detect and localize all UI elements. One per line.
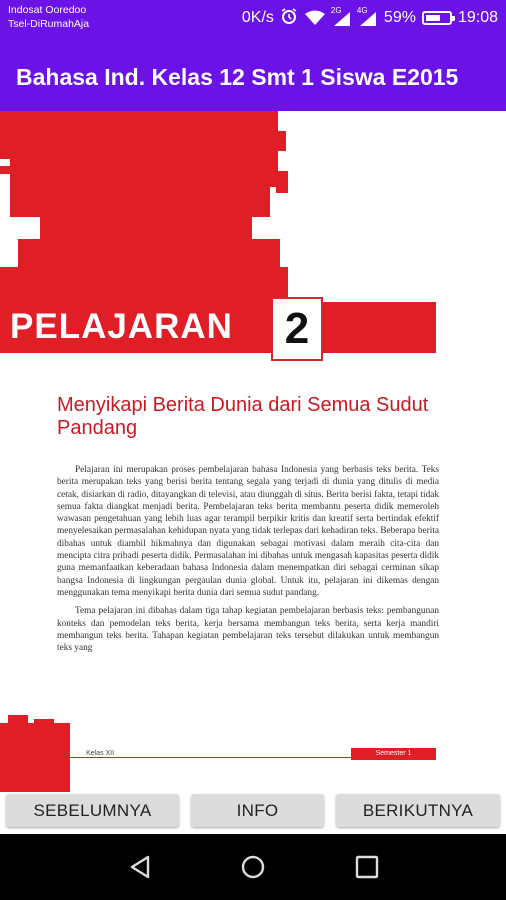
recents-icon[interactable] [354, 854, 380, 880]
status-icons [242, 7, 498, 29]
chapter-body [57, 464, 439, 660]
chapter-title: Menyikapi Berita Dunia dari Semua Sudut Pandang [57, 394, 429, 439]
navigation-buttons [0, 792, 506, 834]
footer-class: Kelas XII [86, 750, 115, 757]
signal-1-label: 2G [330, 6, 342, 15]
app-title: Bahasa Ind. Kelas 12 Smt 1 Siswa E2015 [16, 64, 459, 90]
lesson-number: 2 [284, 304, 310, 353]
wifi-icon [304, 10, 326, 26]
lesson-number-box [271, 297, 323, 361]
info-button[interactable]: INFO [191, 794, 324, 827]
system-nav-bar [0, 834, 506, 900]
paragraph: Tema pelajaran ini dibahas dalam tiga tahap kegiatan pembelajaran berbasis teks: pembangunan konteks dan pemodelan teks berita, kerja bersama membangun teks berita, serta kerja mandiri membangun teks berita. Tahapan kegiatan pembelajaran teks tersebut dilakukan untuk membangun teks yang [57, 606, 439, 654]
document-page[interactable] [0, 111, 506, 792]
carrier-1: Indosat Ooredoo [8, 4, 87, 16]
lesson-word: PELAJARAN [10, 307, 233, 346]
next-button[interactable]: BERIKUTNYA [336, 794, 500, 827]
battery-icon [422, 11, 452, 25]
alarm-icon [280, 7, 298, 30]
signal-2-label: 4G [356, 6, 368, 15]
clock: 19:08 [457, 9, 498, 26]
network-speed: 0K/s [241, 9, 274, 26]
signal-icon [356, 6, 378, 26]
back-icon[interactable] [128, 854, 154, 880]
carrier-info [8, 3, 89, 31]
status-bar [0, 0, 506, 36]
battery-percent: 59% [383, 9, 416, 26]
app-bar [0, 36, 506, 111]
signal-icon [330, 6, 352, 26]
carrier-2: Tsel-DiRumahAja [8, 18, 90, 30]
home-icon[interactable] [240, 854, 266, 880]
previous-button[interactable]: SEBELUMNYA [6, 794, 179, 827]
footer-semester: Semester 1 [351, 748, 436, 760]
paragraph: Pelajaran ini merupakan proses pembelajaran bahasa Indonesia yang berbasis teks berita. Teks berita merupakan teks yang berisi berita tentang segala yang terjadi di dunia yang ditulis di media cetak, disiarkan di radio, ditayangkan di televisi, atau diunggah di situs. Berita berisi fakta, tetapi tidak semua fakta diangkat menjadi berita. Pembelajaran teks berita membantu peserta didik memeroleh wawasan pengetahuan yang lebih luas agar terampil berpikir kritis dan kreatif serta bertindak efektif menyelesaikan permasalahan kehidupan nyata yang tidak terlepas dari kehadiran teks. Beberapa berita dibahas untuk diambil hikmahnya dan digunakan sebagai motivasi dalam meraih cita-cita dan mencipta citra pribadi peserta didik. Permasalahan ini dibahas untuk mengasah kapasitas peserta didik guna memanfaatkan keberadaan bahasa Indonesia dalam menempatkan diri sebagai cerminan sikap bangsa Indonesia di lingkungan pergaulan dunia global. Untuk itu, pelajaran ini dikemas dengan menggunakan tema menyikapi berita dunia dari semua sudut pandang. [57, 465, 439, 598]
